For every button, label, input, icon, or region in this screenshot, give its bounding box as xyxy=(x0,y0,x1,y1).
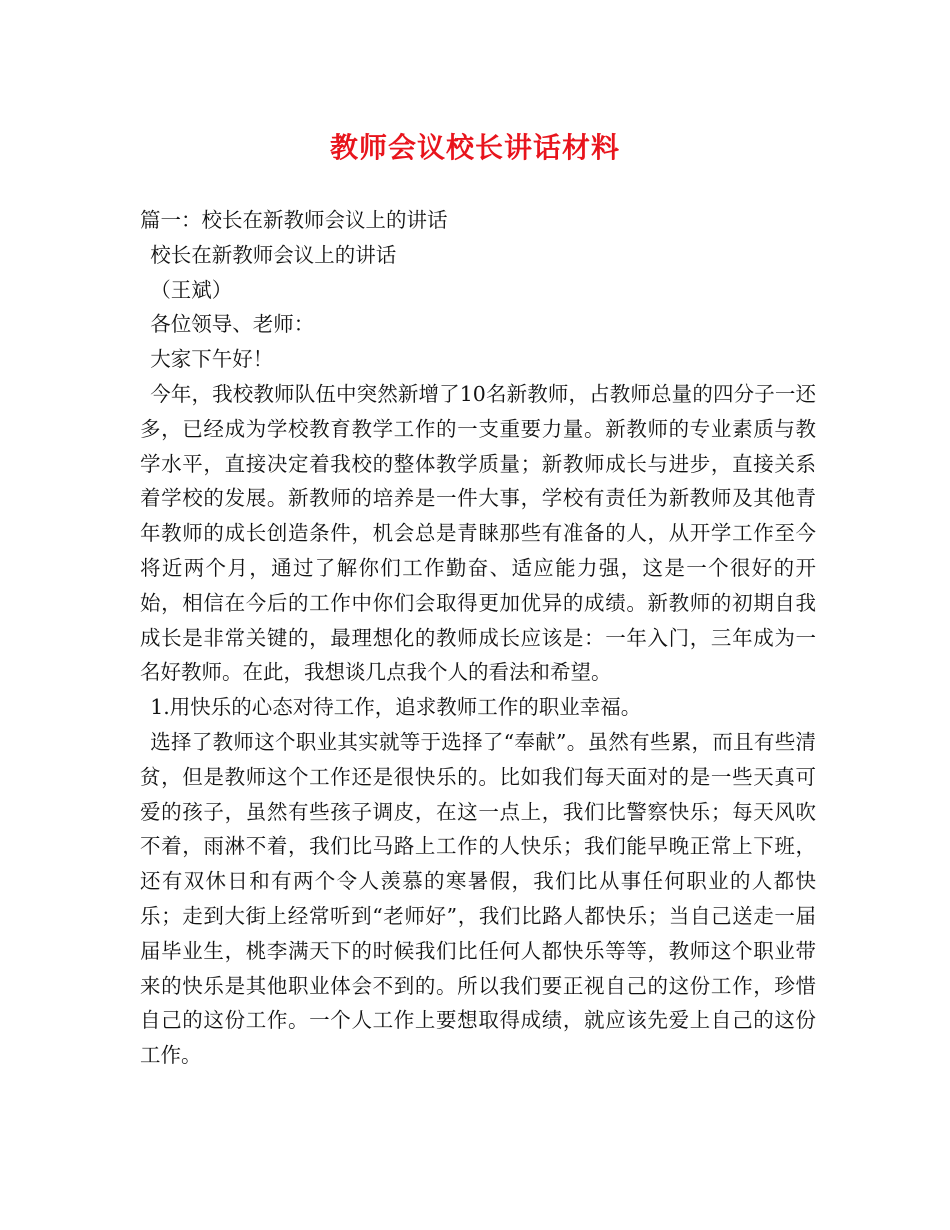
point-heading: 1.用快乐的心态对待工作，追求教师工作的职业幸福。 xyxy=(150,695,642,720)
section-heading: 篇一：校长在新教师会议上的讲话 xyxy=(140,208,448,232)
document-body xyxy=(140,203,816,1073)
greeting: 大家下午好！ xyxy=(150,347,274,372)
speech-title: 校长在新教师会议上的讲话 xyxy=(150,242,397,267)
body-paragraph: 今年，我校教师队伍中突然新增了10名新教师，占教师总量的四分子一还多，已经成为学校教育教学工作的一支重要力量。新教师的专业素质与教学水平，直接决定着我校的整体教学质量；新教师成长与进步，直接关系着学校的发展。新教师的培养是一件大事，学校有责任为新教师及其他青年教师的成长创造条件，机会总是青睐那些有准备的人，从开学工作至今将近两个月，通过了解你们工作勤奋、适应能力强，这是一个很好的开始，相信在今后的工作中你们会取得更加优异的成绩。新教师的初期自我成长是非常关键的，最理想化的教师成长应该是：一年入门，三年成为一名好教师。在此，我想谈几点我个人的看法和希望。 xyxy=(140,381,816,685)
body-paragraph: 选择了教师这个职业其实就等于选择了“奉献”。虽然有些累，而且有些清贫，但是教师这个工作还是很快乐的。比如我们每天面对的是一些天真可爱的孩子，虽然有些孩子调皮，在这一点上，我们比警察快乐；每天风吹不着，雨淋不着，我们比马路上工作的人快乐；我们能早晚正常上下班，还有双休日和有两个令人羡慕的寒暑假，我们比从事任何职业的人都快乐；走到大街上经常听到“老师好”，我们比路人都快乐；当自己送走一届届毕业生，桃李满天下的时候我们比任何人都快乐等等，教师这个职业带来的快乐是其他职业体会不到的。所以我们要正视自己的这份工作，珍惜自己的这份工作。一个人工作上要想取得成绩，就应该先爱上自己的这份工作。 xyxy=(140,729,816,1068)
speaker-name: （王斌） xyxy=(150,277,233,302)
salutation: 各位领导、老师： xyxy=(150,312,315,337)
document-title: 教师会议校长讲话材料 xyxy=(329,131,620,164)
